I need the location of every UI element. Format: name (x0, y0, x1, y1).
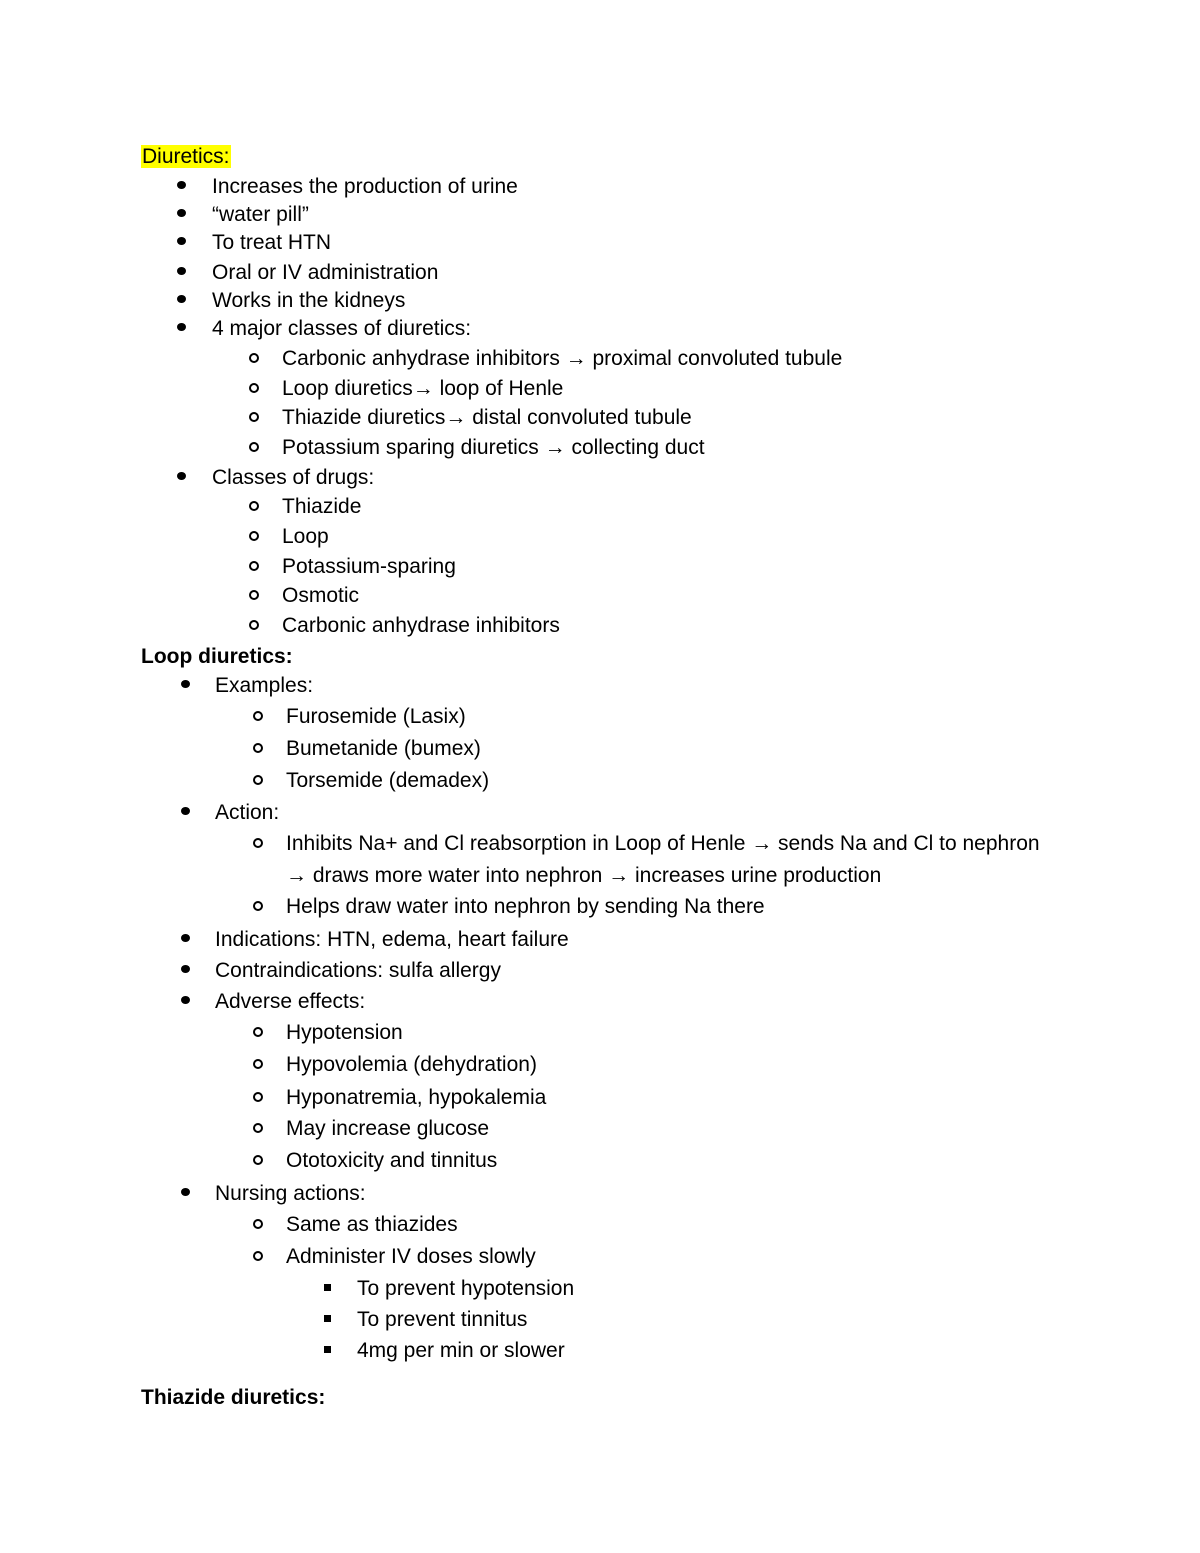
list-item: Thiazide diuretics→ distal convoluted tubule (282, 406, 692, 429)
sub-bullet-icon (249, 383, 259, 393)
list-item: Action: (215, 801, 280, 824)
list-item: Potassium sparing diuretics → collecting duct (282, 436, 705, 459)
sub-bullet-icon (253, 1059, 263, 1069)
sub-bullet-icon (253, 838, 263, 848)
sub-bullet-icon (253, 901, 263, 911)
sub-bullet-icon (253, 1092, 263, 1102)
bullet-icon (181, 1188, 190, 1196)
square-bullet-icon (324, 1284, 331, 1291)
sub-bullet-icon (249, 590, 259, 600)
sub-bullet-icon (249, 561, 259, 571)
sub-bullet-icon (253, 1027, 263, 1037)
sub-bullet-icon (253, 1155, 263, 1165)
list-item: Carbonic anhydrase inhibitors (282, 614, 560, 637)
bullet-icon (177, 267, 186, 275)
sub-bullet-icon (249, 620, 259, 630)
bullet-icon (177, 323, 186, 331)
list-item: Contraindications: sulfa allergy (215, 959, 501, 982)
bullet-icon (177, 237, 186, 245)
list-item: Oral or IV administration (212, 261, 439, 284)
sub-bullet-icon (253, 1251, 263, 1261)
sub-bullet-icon (253, 775, 263, 785)
list-item: 4 major classes of diuretics: (212, 317, 472, 340)
list-item: Hypovolemia (dehydration) (286, 1053, 537, 1076)
section-heading-diuretics (141, 144, 231, 170)
list-item: Hyponatremia, hypokalemia (286, 1086, 547, 1109)
sub-bullet-icon (253, 1123, 263, 1133)
list-item: Loop (282, 525, 329, 548)
sub-bullet-icon (249, 353, 259, 363)
list-item: Furosemide (Lasix) (286, 705, 466, 728)
section-heading-thiazide-diuretics: Thiazide diuretics: (141, 1386, 326, 1409)
list-item: May increase glucose (286, 1117, 490, 1140)
list-item: To prevent tinnitus (357, 1308, 528, 1331)
sub-bullet-icon (253, 743, 263, 753)
sub-bullet-icon (249, 501, 259, 511)
bullet-icon (177, 295, 186, 303)
list-item: Indications: HTN, edema, heart failure (215, 928, 569, 951)
sub-bullet-icon (253, 711, 263, 721)
list-item: “water pill” (212, 203, 309, 226)
bullet-icon (181, 680, 190, 688)
list-item: To prevent hypotension (357, 1277, 575, 1300)
list-item: Ototoxicity and tinnitus (286, 1149, 498, 1172)
list-item: Hypotension (286, 1021, 403, 1044)
list-item: Increases the production of urine (212, 175, 518, 198)
bullet-icon (181, 807, 190, 815)
sub-bullet-icon (249, 412, 259, 422)
list-item: To treat HTN (212, 231, 332, 254)
list-item: Works in the kidneys (212, 289, 406, 312)
bullet-icon (177, 209, 186, 217)
list-item: Osmotic (282, 584, 360, 607)
list-item: Carbonic anhydrase inhibitors → proximal convoluted tubule (282, 347, 843, 370)
list-item-continuation: → draws more water into nephron → increases urine production (286, 864, 882, 887)
list-item: Torsemide (demadex) (286, 769, 490, 792)
square-bullet-icon (324, 1346, 331, 1353)
sub-bullet-icon (249, 442, 259, 452)
list-item: Adverse effects: (215, 990, 366, 1013)
bullet-icon (181, 965, 190, 973)
list-item: Potassium-sparing (282, 555, 456, 578)
list-item: Helps draw water into nephron by sending Na there (286, 895, 765, 918)
list-item: Same as thiazides (286, 1213, 458, 1236)
list-item: Loop diuretics→ loop of Henle (282, 377, 564, 400)
list-item: Classes of drugs: (212, 466, 375, 489)
list-item: Bumetanide (bumex) (286, 737, 481, 760)
sub-bullet-icon (249, 531, 259, 541)
list-item: Administer IV doses slowly (286, 1245, 536, 1268)
bullet-icon (177, 181, 186, 189)
section-heading-loop-diuretics: Loop diuretics: (141, 645, 293, 668)
list-item: Examples: (215, 674, 314, 697)
list-item: Nursing actions: (215, 1182, 366, 1205)
sub-bullet-icon (253, 1219, 263, 1229)
list-item: Inhibits Na+ and Cl reabsorption in Loop of Henle → sends Na and Cl to nephron (286, 832, 1040, 855)
highlighted-heading: Diuretics: (142, 145, 230, 168)
bullet-icon (181, 996, 190, 1004)
list-item: Thiazide (282, 495, 362, 518)
square-bullet-icon (324, 1315, 331, 1322)
list-item: 4mg per min or slower (357, 1339, 565, 1362)
bullet-icon (177, 472, 186, 480)
bullet-icon (181, 934, 190, 942)
